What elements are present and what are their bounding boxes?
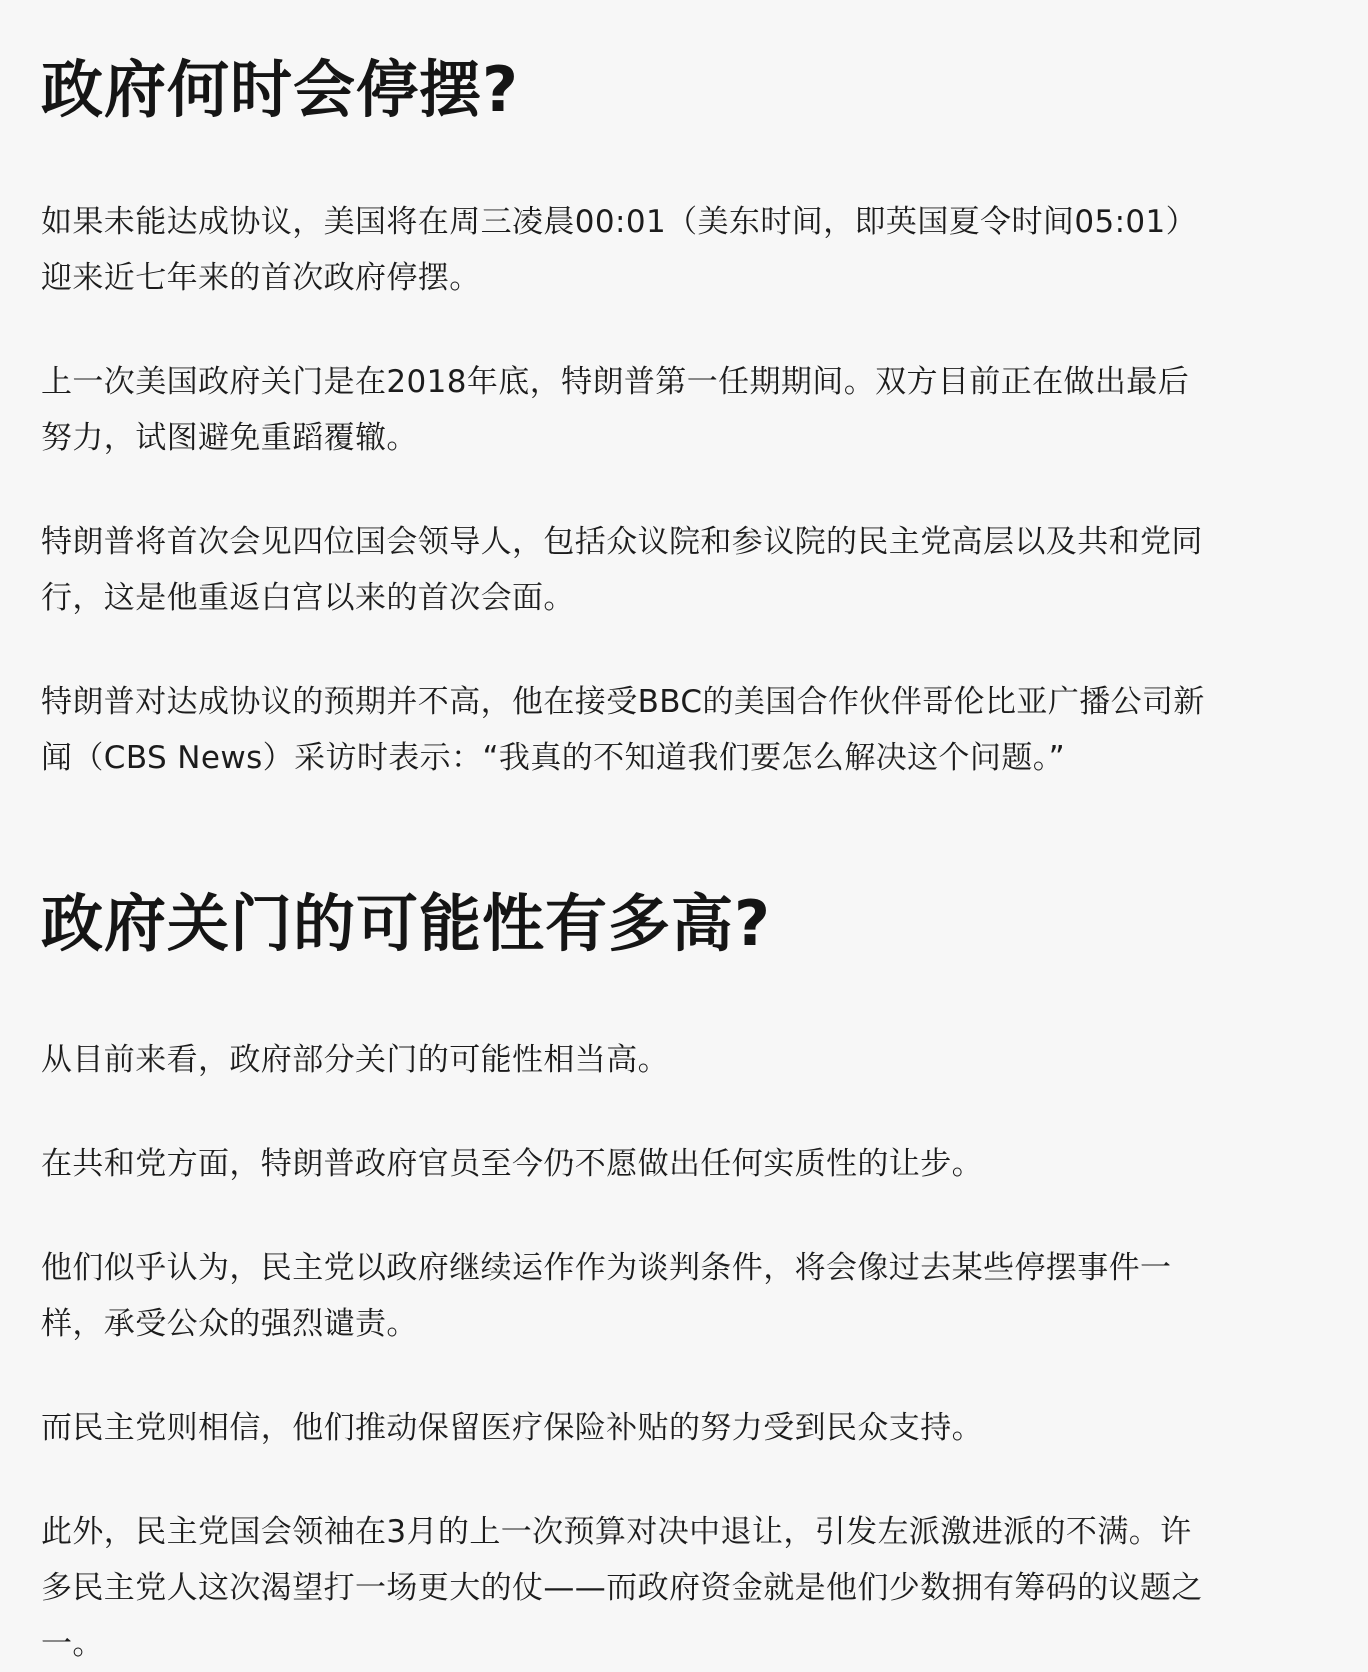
paragraph: 此外，民主党国会领袖在3月的上一次预算对决中退让，引发左派激进派的不满。许多民主党人这次渴望打一场更大的仗——而政府资金就是他们少数拥有筹码的议题之一。 xyxy=(41,1514,1203,1662)
paragraph: 如果未能达成协议，美国将在周三凌晨00:01（美东时间，即英国夏令时间05:01）迎来近七年来的首次政府停摆。 xyxy=(41,204,1198,296)
paragraph: 他们似乎认为，民主党以政府继续运作作为谈判条件，将会像过去某些停摆事件一样，承受公众的强烈谴责。 xyxy=(41,1250,1172,1342)
paragraph: 而民主党则相信，他们推动保留医疗保险补贴的努力受到民众支持。 xyxy=(41,1410,983,1446)
paragraph: 上一次美国政府关门是在2018年底，特朗普第一任期期间。双方目前正在做出最后努力，试图避免重蹈覆辙。 xyxy=(41,364,1190,456)
paragraph: 特朗普将首次会见四位国会领导人，包括众议院和参议院的民主党高层以及共和党同行，这是他重返白宫以来的首次会面。 xyxy=(41,524,1203,616)
section-heading-when-shutdown: 政府何时会停摆? xyxy=(41,53,519,126)
paragraph: 从目前来看，政府部分关门的可能性相当高。 xyxy=(41,1042,669,1078)
section-heading-shutdown-likelihood: 政府关门的可能性有多高? xyxy=(41,887,771,960)
paragraph: 特朗普对达成协议的预期并不高，他在接受BBC的美国合作伙伴哥伦比亚广播公司新闻（CBS News）采访时表示：“我真的不知道我们要怎么解决这个问题。” xyxy=(41,684,1205,776)
paragraph: 在共和党方面，特朗普政府官员至今仍不愿做出任何实质性的让步。 xyxy=(41,1146,983,1182)
